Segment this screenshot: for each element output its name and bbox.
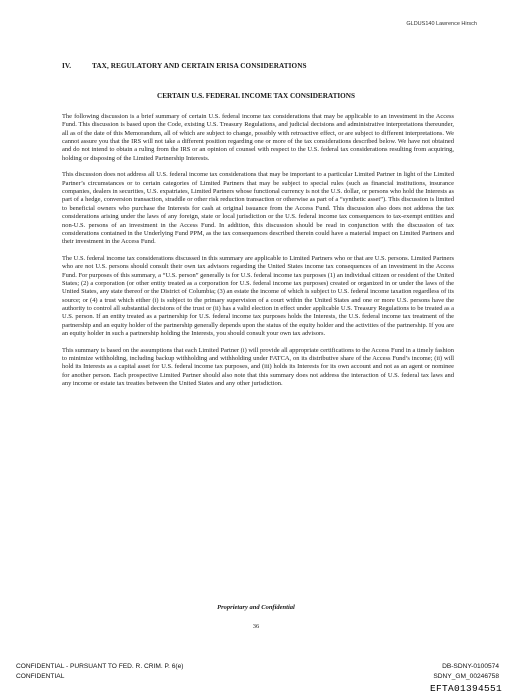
section-heading — [62, 62, 307, 70]
section-title: TAX, REGULATORY AND CERTAIN ERISA CONSIDERATIONS — [92, 62, 307, 70]
body-text — [62, 113, 454, 397]
confidential-line-1: CONFIDENTIAL - PURSUANT TO FED. R. CRIM. P. 6(e) — [16, 663, 184, 670]
efta-number: EFTA01394551 — [429, 683, 502, 694]
section-number: IV. — [62, 62, 72, 70]
paragraph: This discussion does not address all U.S. federal income tax considerations that may be important to a particular Limited Partner in light of the Limited Partner’s circumstances or to certain categories of Limited Partners that may be subject to special rules (such as financial institutions, insurance companies, dealers in securities, U.S. expatriates, Limited Partners whose functional currency is not the U.S. dollar, or persons who hold the Interests as part of a hedge, conversion transaction, straddle or other risk reduction transaction or otherwise as part of a “synthetic asset”). This discussion is limited to beneficial owners who purchase the Interests for cash at original issuance from the Access Fund. This discussion also does not address the tax considerations arising under the laws of any foreign, state or local jurisdiction or the U.S. federal income tax consequences to tax-exempt entities and non-U.S. persons of an investment in the Access Fund. In addition, this discussion should be read in conjunction with the discussion of tax considerations contained in the Underlying Fund PPM, as the tax consequences described therein could have a material impact on Limited Partners and their investment in the Access Fund. — [62, 171, 454, 246]
bates-number-1: DB-SDNY-0100574 — [442, 663, 499, 670]
bates-numbers — [433, 662, 499, 682]
subheading: CERTAIN U.S. FEDERAL INCOME TAX CONSIDERATIONS — [157, 92, 355, 100]
paragraph: This summary is based on the assumptions that each Limited Partner (i) will provide all appropriate certifications to the Access Fund in a timely fashion to minimize withholding, including backup withholding and withholding under FATCA, on its distributive share of the Access Fund’s income; (ii) will hold its Interests as a capital asset for U.S. federal income tax purposes, and (iii) holds its Interests for its own account and not as an agent or nominee for another person. Each prospective Limited Partner should also note that this summary does not address the interaction of U.S. federal tax laws and any income or estate tax treaties between the United States and any other jurisdiction. — [62, 346, 454, 388]
confidential-line-2: CONFIDENTIAL — [16, 673, 65, 680]
document-id: GLDUS140 Lawrence Hirsch — [406, 21, 477, 27]
paragraph: The U.S. federal income tax considerations discussed in this summary are applicable to Limited Partners who or that are U.S. persons. Limited Partners who are not U.S. persons should consult their own tax advisors regarding the United States income tax consequences of an investment in the Access Fund. For purposes of this summary, a “U.S. person” generally is for U.S. federal income tax purposes (1) an individual citizen or resident of the United States; (2) a corporation (or other entity treated as a corporation for U.S. federal income tax purposes) created or organized in or under the laws of the United States, any state thereof or the District of Columbia; (3) an estate the income of which is subject to U.S. federal income taxation regardless of its source; or (4) a trust which either (i) is subject to the primary supervision of a court within the United States and one or more U.S. persons have the authority to control all substantial decisions of the trust or (ii) has a valid election in effect under applicable U.S. Treasury Regulations to be treated as a U.S. person. If an entity treated as a partnership for U.S. federal income tax purposes holds the Interests, the U.S. federal income tax treatment of the partnership and an equity holder of the partnership generally depends upon the status of the equity holder and the activities of the partnership. If you are an equity holder in such a partnership holding the Interests, you should consult your own tax advisors. — [62, 254, 454, 338]
page-number: 36 — [252, 623, 260, 630]
confidential-notice — [16, 662, 183, 682]
paragraph: The following discussion is a brief summary of certain U.S. federal income tax considerations that may be applicable to an investment in the Access Fund. This discussion is based upon the Code, existing U.S. Treasury Regulations, and judicial decisions and administrative interpretations thereunder, all as of the date of this Memorandum, all of which are subject to change, possibly with retroactive effect, or are subject to different interpretations. We cannot assure you that the IRS will not take a different position regarding one or more of the tax considerations described below. We have not obtained and do not intend to obtain a ruling from the IRS or an opinion of counsel with respect to the U.S. federal tax considerations resulting from acquiring, holding or disposing of the Limited Partnership Interests. — [62, 113, 454, 162]
proprietary-notice: Proprietary and Confidential — [217, 604, 295, 611]
bates-number-2: SDNY_GM_00246758 — [433, 673, 499, 680]
